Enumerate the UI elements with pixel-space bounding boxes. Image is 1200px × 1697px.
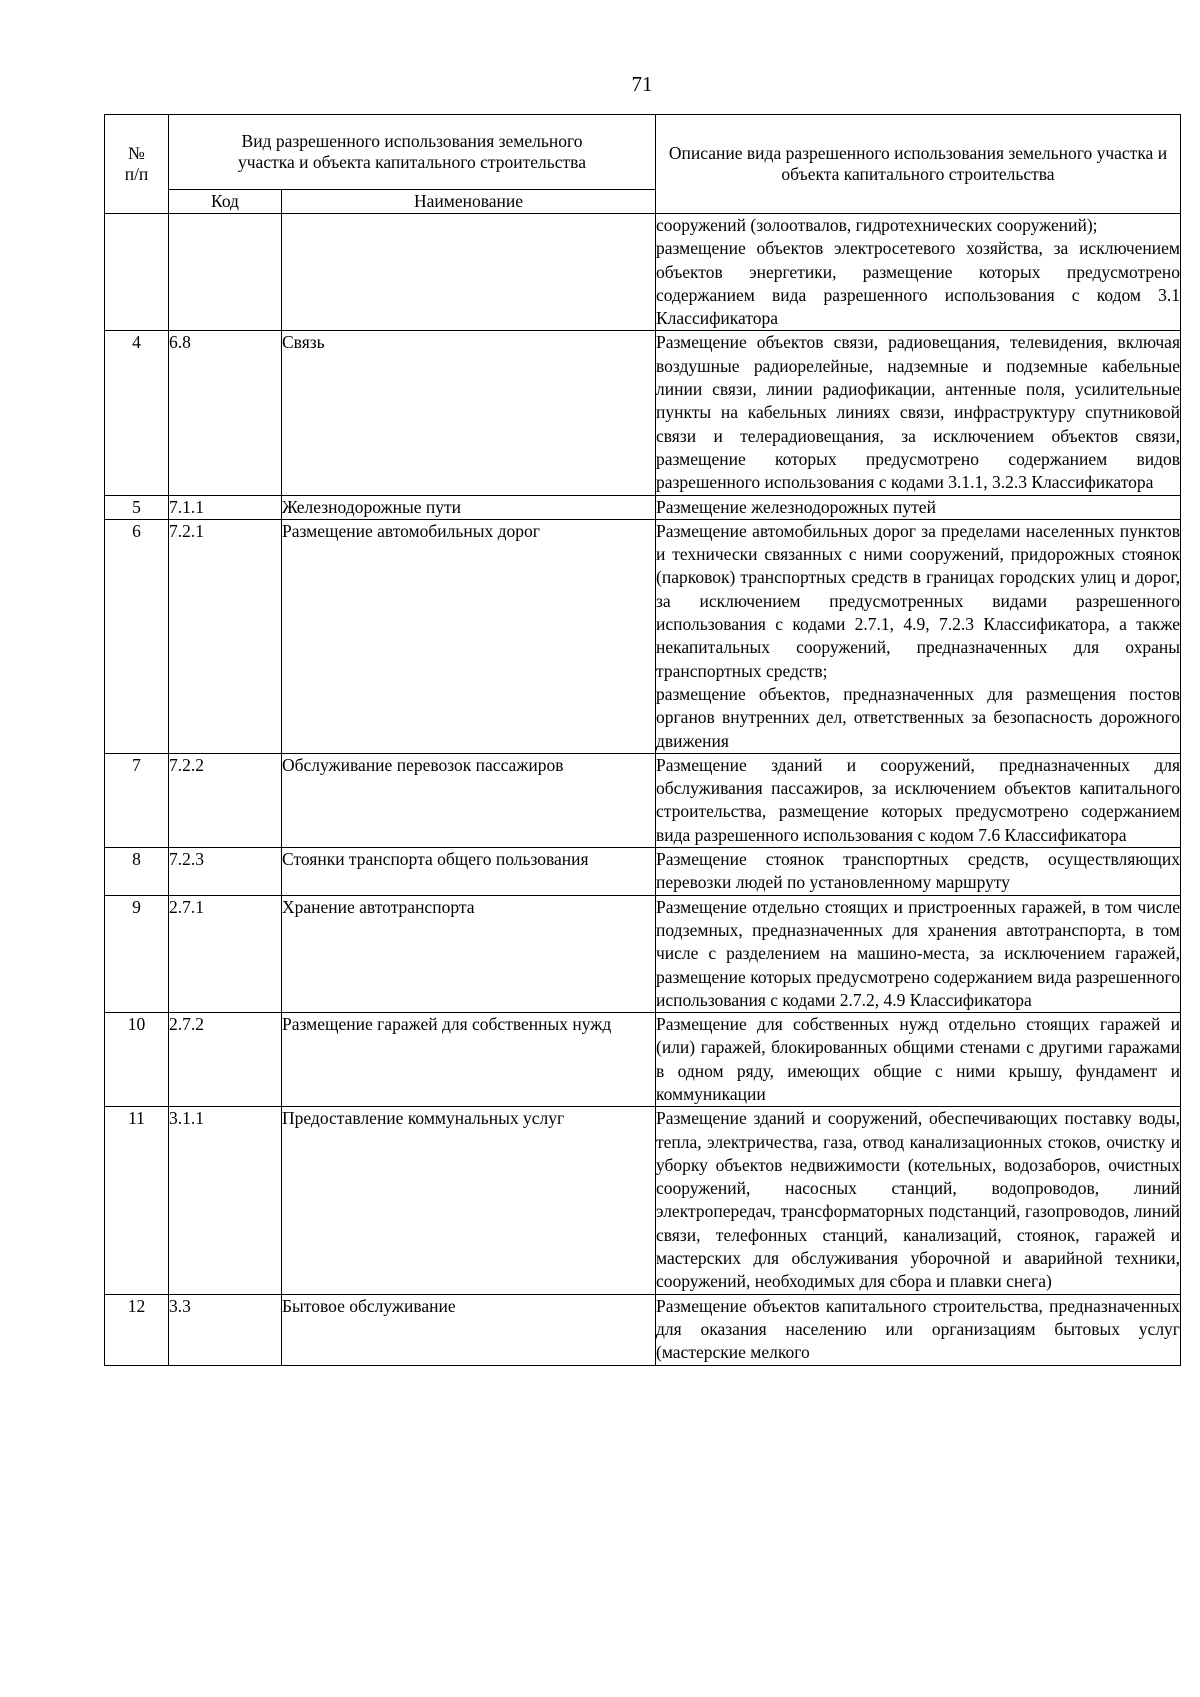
row-number: 7 <box>105 753 169 847</box>
table-header <box>105 115 1181 214</box>
row-number <box>105 214 169 331</box>
row-name: Бытовое обслуживание <box>282 1294 656 1365</box>
row-name: Предоставление коммунальных услуг <box>282 1107 656 1294</box>
row-description <box>656 519 1181 753</box>
row-description <box>656 848 1181 896</box>
description-paragraph: Размещение объектов связи, радиовещания, телевидения, включая воздушные радиорелейные, надземные и подземные кабельные линии связи, линии радиофикации, антенные поля, усилительные пункты на кабельных линиях связи, инфраструктуру спутниковой связи и телерадиовещания, за исключением объектов связи, размещение которых предусмотрено содержанием видов разрешенного использования с кодами 3.1.1, 3.2.3 Классификатора <box>656 332 1180 493</box>
row-description <box>656 495 1181 519</box>
row-number: 12 <box>105 1294 169 1365</box>
row-name: Размещение гаражей для собственных нужд <box>282 1013 656 1107</box>
description-paragraph: Размещение стоянок транспортных средств, осуществляющих перевозки людей по установленному маршруту <box>656 849 1180 893</box>
row-description <box>656 895 1181 1012</box>
row-code <box>169 214 282 331</box>
row-code: 7.2.1 <box>169 519 282 753</box>
description-paragraph: Размещение зданий и сооружений, предназначенных для обслуживания пассажиров, за исключением объектов капитального строительства, размещение которых предусмотрено содержанием вида разрешенного использования с кодом 7.6 Классификатора <box>656 754 1180 845</box>
row-name <box>282 214 656 331</box>
description-paragraph: размещение объектов, предназначенных для размещения постов органов внутренних дел, ответственных за безопасность дорожного движения <box>656 683 1180 751</box>
row-description <box>656 1294 1181 1365</box>
table-row <box>105 1294 1181 1365</box>
table-row <box>105 1013 1181 1107</box>
table-row <box>105 895 1181 1012</box>
table-row <box>105 495 1181 519</box>
row-name: Обслуживание перевозок пассажиров <box>282 753 656 847</box>
row-code: 7.2.3 <box>169 848 282 896</box>
description-paragraph: Размещение отдельно стоящих и пристроенных гаражей, в том числе подземных, предназначенных для хранения автотранспорта, в том числе с разделением на машино-места, за исключением гаражей, размещение которых предусмотрено содержанием вида разрешенного использования с кодами 2.7.2, 4.9 Классификатора <box>656 896 1180 1010</box>
row-number: 10 <box>105 1013 169 1107</box>
description-paragraph: сооружений (золоотвалов, гидротехнических сооружений); <box>656 215 1098 235</box>
row-code: 2.7.2 <box>169 1013 282 1107</box>
row-description <box>656 214 1181 331</box>
description-paragraph: размещение объектов электросетевого хозяйства, за исключением объектов энергетики, размещение которых предусмотрено содержанием вида разрешенного использования с кодом 3.1 Классификатора <box>656 238 1180 329</box>
header-group: Вид разрешенного использования земельного участка и объекта капитального строительства <box>169 115 656 190</box>
row-name: Хранение автотранспорта <box>282 895 656 1012</box>
row-number: 9 <box>105 895 169 1012</box>
table-row <box>105 519 1181 753</box>
description-paragraph: Размещение железнодорожных путей <box>656 496 936 517</box>
row-description <box>656 753 1181 847</box>
row-code: 3.1.1 <box>169 1107 282 1294</box>
row-name: Железнодорожные пути <box>282 495 656 519</box>
row-code: 7.2.2 <box>169 753 282 847</box>
header-desc: Описание вида разрешенного использования земельного участка и объекта капитального строительства <box>656 115 1181 214</box>
row-code: 6.8 <box>169 331 282 495</box>
row-name: Размещение автомобильных дорог <box>282 519 656 753</box>
row-description <box>656 1013 1181 1107</box>
description-paragraph: Размещение зданий и сооружений, обеспечивающих поставку воды, тепла, электричества, газа, отвод канализационных стоков, очистку и уборку объектов недвижимости (котельных, водозаборов, очистных сооружений, насосных станций, водопроводов, линий электропередач, трансформаторных подстанций, газопроводов, линий связи, телефонных станций, канализаций, стоянок, гаражей и мастерских для обслуживания уборочной и аварийной техники, сооружений, необходимых для сбора и плавки снега) <box>656 1108 1180 1292</box>
row-number: 8 <box>105 848 169 896</box>
description-paragraph: Размещение автомобильных дорог за пределами населенных пунктов и технически связанных с ними сооружений, придорожных стоянок (парковок) транспортных средств в границах городских улиц и дорог, за исключением предусмотренных видами разрешенного использования с кодами 2.7.1, 4.9, 7.2.3 Классификатора, а также некапитальных сооружений, предназначенных для охраны транспортных средств; <box>656 520 1180 681</box>
row-number: 6 <box>105 519 169 753</box>
header-name: Наименование <box>282 190 656 214</box>
row-code: 3.3 <box>169 1294 282 1365</box>
row-name: Стоянки транспорта общего пользования <box>282 848 656 896</box>
row-number: 11 <box>105 1107 169 1294</box>
description-paragraph: Размещение объектов капитального строительства, предназначенных для оказания населению или организациям бытовых услуг (мастерские мелкого <box>656 1295 1180 1363</box>
table-row <box>105 848 1181 896</box>
page-number: 71 <box>631 72 653 96</box>
row-description <box>656 1107 1181 1294</box>
header-code: Код <box>169 190 282 214</box>
table-row <box>105 753 1181 847</box>
row-number: 5 <box>105 495 169 519</box>
header-num: № п/п <box>105 115 169 214</box>
land-use-table <box>104 114 1181 1366</box>
row-code: 2.7.1 <box>169 895 282 1012</box>
row-number: 4 <box>105 331 169 495</box>
description-paragraph: Размещение для собственных нужд отдельно стоящих гаражей и (или) гаражей, блокированных общими стенами с другими гаражами в одном ряду, имеющих общие с ними крышу, фундамент и коммуникации <box>656 1014 1180 1104</box>
table-row <box>105 214 1181 331</box>
table-body <box>105 214 1181 1366</box>
row-description <box>656 331 1181 495</box>
row-name: Связь <box>282 331 656 495</box>
row-code: 7.1.1 <box>169 495 282 519</box>
table-row <box>105 331 1181 495</box>
table-row <box>105 1107 1181 1294</box>
